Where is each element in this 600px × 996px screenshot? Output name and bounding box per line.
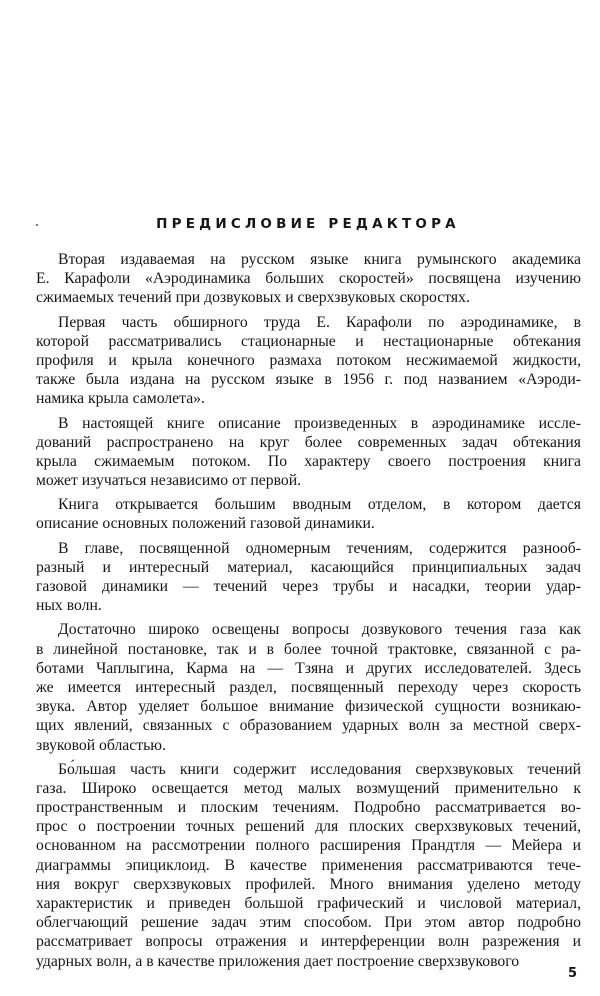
paragraph: [36, 495, 581, 533]
text-line: намика крыла самолета».: [36, 390, 205, 408]
text-line: облегчающий решение задач этим способом. При этом автор подробно: [36, 914, 581, 932]
paragraph: [36, 620, 581, 754]
text-line: щих явлений, связанных с образованием ударных волн за местной сверх-: [36, 717, 581, 735]
text-line: в линейной постановке, так и в более точной трактовке, связанной с ра-: [36, 640, 581, 658]
text-line: ния вокруг сверхзвуковых профилей. Много внимания уделено методу: [36, 875, 581, 893]
text-line: характеристик и приведен большой графический и числовой материал,: [36, 895, 581, 912]
text-line: ударных волн, а в качестве приложения дает построение сверхзвукового: [36, 952, 520, 970]
text-line: диаграммы эпициклоид. В качестве применения рассматриваются тече-: [36, 856, 581, 874]
text-line: звуковой областью.: [36, 736, 166, 754]
text-line: газа. Широко освещается метод малых возмущений применительно к: [36, 779, 581, 797]
text-line: пространственным и плоским течениям. Подробно рассматривается во-: [36, 799, 581, 817]
text-line: звука. Автор уделяет большое внимание физической сущности возникаю-: [36, 698, 581, 716]
text-line: Книга открывается большим вводным отделом, в котором дается: [58, 496, 581, 514]
preface-body: [36, 250, 581, 976]
text-line: также была издана на русском языке в 1956 г. под названием «Аэроди-: [36, 371, 581, 389]
text-line: Е. Карафоли «Аэродинамика больших скоростей» посвящена изучению: [36, 270, 581, 288]
text-line: может изучаться независимо от первой.: [36, 472, 302, 490]
paragraph: [36, 539, 581, 616]
paragraph: [36, 250, 581, 308]
paragraph: [36, 760, 581, 971]
text-line: разный и интересный материал, касающийся принципиальных задач: [36, 558, 581, 576]
text-line: Бо́льшая часть книги содержит исследования сверхзвуковых течений: [58, 760, 581, 778]
section-heading: ПРЕДИСЛОВИЕ РЕДАКТОРА: [156, 216, 460, 232]
text-line: Достаточно широко освещены вопросы дозвукового течения газа как: [58, 621, 581, 639]
text-line: сжимаемых течений при дозвуковых и сверхзвуковых скоростях.: [36, 289, 470, 307]
text-line: крыла сжимаемым потоком. По характеру своего построения книга: [36, 452, 581, 470]
page-number: 5: [567, 966, 577, 981]
text-line: основанном на рассмотрении полного расширения Прандтля — Мейера и: [36, 837, 581, 855]
text-line: же имеется интересный раздел, посвященный переходу через скорость: [36, 678, 581, 696]
text-line: ных волн.: [36, 597, 102, 615]
text-line: В главе, посвященной одномерным течениям, содержится разнооб-: [58, 539, 581, 557]
paragraph: [36, 313, 581, 409]
text-line: рассматривает вопросы отражения и интерференции волн разрежения и: [36, 933, 581, 951]
text-line: газовой динамики — течений через трубы и насадки, теории удар-: [36, 578, 581, 595]
text-line: дований распространено на круг более современных задач обтекания: [36, 433, 581, 451]
text-line: описание основных положений газовой динамики.: [36, 515, 375, 533]
text-line: которой рассматривались стационарные и нестационарные обтекания: [36, 332, 581, 350]
text-line: Вторая издаваемая на русском языке книга румынского академика: [58, 251, 581, 268]
text-line: прос о построении точных решений для плоских сверхзвуковых течений,: [36, 818, 581, 836]
text-line: Первая часть обширного труда Е. Карафоли по аэродинамике, в: [58, 313, 581, 331]
text-line: профиля и крыла конечного размаха потоком несжимаемой жидкости,: [36, 351, 581, 369]
paragraph: [36, 414, 581, 491]
text-line: В настоящей книге описание произведенных в аэродинамике иссле-: [58, 414, 581, 432]
text-line: ботами Чаплыгина, Карма на — Тзяна и других исследователей. Здесь: [36, 659, 581, 677]
